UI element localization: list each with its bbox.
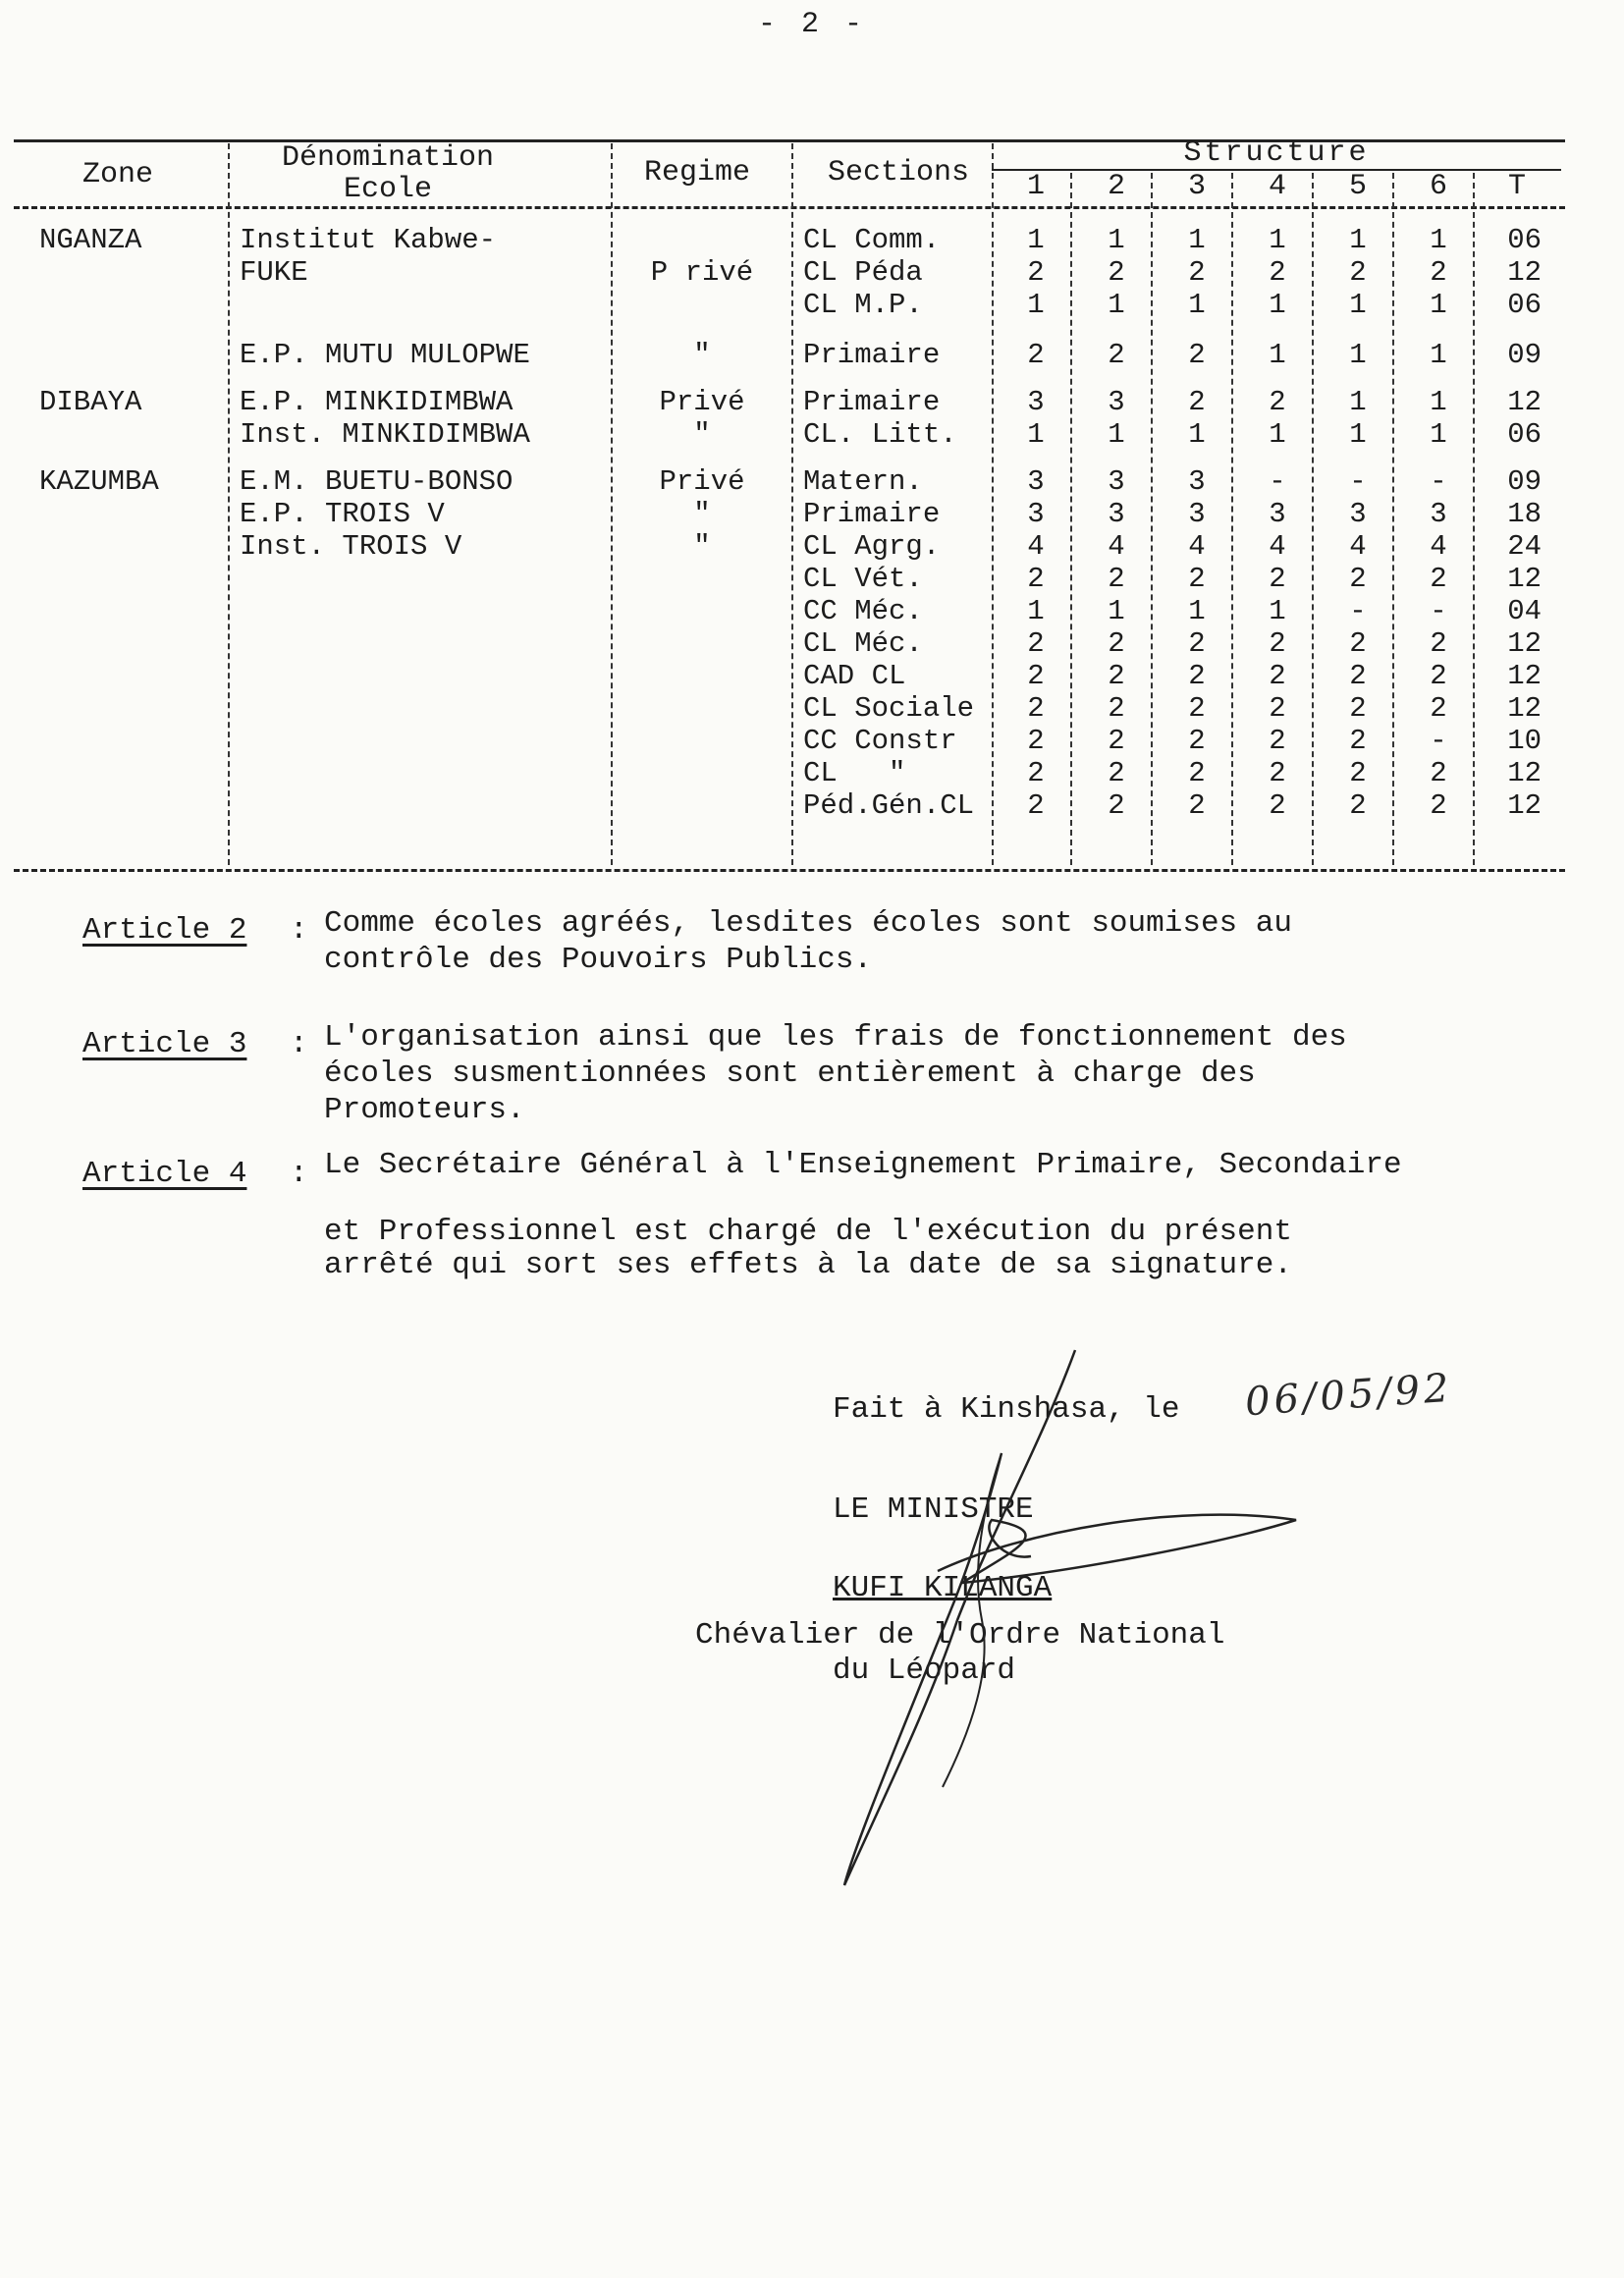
structure-year-3-cell: 2 <box>1188 563 1206 595</box>
structure-year-6-cell: 4 <box>1430 530 1447 563</box>
regime-cell: P rivé <box>650 256 754 289</box>
structure-year-6-cell: 2 <box>1430 789 1447 822</box>
structure-year-4-cell: 2 <box>1269 386 1286 418</box>
school-name-cell: E.P. MINKIDIMBWA <box>240 386 514 418</box>
structure-total-cell: 06 <box>1507 289 1542 321</box>
structure-year-5-cell: 1 <box>1349 224 1367 256</box>
structure-year-1-cell: 3 <box>1027 465 1045 498</box>
structure-year-4-cell: 2 <box>1269 757 1286 789</box>
article-colon: : <box>290 1157 308 1191</box>
structure-year-6-cell: 2 <box>1430 757 1447 789</box>
structure-total-cell: 10 <box>1507 725 1542 757</box>
section-cell: CL Agrg. <box>803 530 941 563</box>
structure-year-1-cell: 2 <box>1027 256 1045 289</box>
section-cell: Primaire <box>803 498 941 530</box>
regime-cell: " <box>693 498 711 530</box>
structure-year-1-cell: 2 <box>1027 757 1045 789</box>
article-3-label: Article 3 <box>82 1027 247 1061</box>
article-2-text: Comme écoles agréés, lesdites écoles sont soumises au contrôle des Pouvoirs Publics. <box>324 906 1292 977</box>
column-separator <box>791 143 793 865</box>
section-cell: CC Constr <box>803 725 957 757</box>
structure-total-cell: 12 <box>1507 692 1542 725</box>
structure-year-5-cell: 1 <box>1349 418 1367 451</box>
structure-year-3-cell: 2 <box>1188 692 1206 725</box>
school-name-cell: E.M. BUETU-BONSO <box>240 465 514 498</box>
structure-total-cell: 12 <box>1507 627 1542 660</box>
structure-year-5-cell: 1 <box>1349 339 1367 371</box>
structure-year-4-cell: 1 <box>1269 418 1286 451</box>
structure-year-4-cell: 2 <box>1269 660 1286 692</box>
regime-cell: " <box>693 418 711 451</box>
school-name-cell: E.P. MUTU MULOPWE <box>240 339 530 371</box>
honor-line-1: Chévalier de l'Ordre National <box>695 1618 1225 1653</box>
structure-year-2-cell: 2 <box>1108 789 1125 822</box>
structure-year-3-cell: 2 <box>1188 386 1206 418</box>
section-cell: CL Sociale <box>803 692 975 725</box>
structure-year-3-cell: 2 <box>1188 627 1206 660</box>
structure-year-1-cell: 1 <box>1027 224 1045 256</box>
structure-year-5-cell: 2 <box>1349 256 1367 289</box>
structure-column-separator <box>1070 173 1072 865</box>
structure-year-3-cell: 2 <box>1188 757 1206 789</box>
structure-year-2-cell: 2 <box>1108 692 1125 725</box>
structure-year-6-cell: 2 <box>1430 627 1447 660</box>
structure-year-5-cell: - <box>1349 595 1367 627</box>
structure-total-cell: 04 <box>1507 595 1542 627</box>
structure-year-2-cell: 2 <box>1108 757 1125 789</box>
structure-year-1-cell: 2 <box>1027 725 1045 757</box>
structure-year-5-cell: 2 <box>1349 725 1367 757</box>
article-colon: : <box>290 913 308 948</box>
structure-year-5-cell: 2 <box>1349 757 1367 789</box>
structure-year-2-cell: 4 <box>1108 530 1125 563</box>
year-header-1: 1 <box>1026 170 1045 203</box>
structure-year-2-cell: 3 <box>1108 498 1125 530</box>
structure-year-3-cell: 1 <box>1188 418 1206 451</box>
structure-year-2-cell: 2 <box>1108 256 1125 289</box>
structure-year-6-cell: - <box>1430 725 1447 757</box>
structure-year-6-cell: 3 <box>1430 498 1447 530</box>
structure-year-3-cell: 1 <box>1188 224 1206 256</box>
structure-total-cell: 06 <box>1507 418 1542 451</box>
structure-year-1-cell: 3 <box>1027 386 1045 418</box>
section-cell: CL Péda <box>803 256 923 289</box>
structure-year-4-cell: 4 <box>1269 530 1286 563</box>
structure-year-4-cell: 2 <box>1269 725 1286 757</box>
structure-year-5-cell: 2 <box>1349 789 1367 822</box>
school-name-cell: Institut Kabwe- <box>240 224 497 256</box>
structure-column-separator <box>1151 173 1153 865</box>
section-cell: Primaire <box>803 339 941 371</box>
structure-year-4-cell: 2 <box>1269 256 1286 289</box>
header-zone: Zone <box>81 158 153 191</box>
structure-year-1-cell: 4 <box>1027 530 1045 563</box>
article-colon: : <box>290 1027 308 1061</box>
structure-year-5-cell: 2 <box>1349 660 1367 692</box>
structure-year-2-cell: 1 <box>1108 418 1125 451</box>
structure-year-6-cell: 1 <box>1430 289 1447 321</box>
structure-year-1-cell: 1 <box>1027 418 1045 451</box>
section-cell: CL Méc. <box>803 627 923 660</box>
header-denomination-line1: Dénomination <box>281 141 495 175</box>
structure-year-3-cell: 1 <box>1188 595 1206 627</box>
structure-year-6-cell: 2 <box>1430 563 1447 595</box>
honor-line-2: du Léopard <box>833 1654 1016 1688</box>
structure-year-4-cell: 2 <box>1269 627 1286 660</box>
structure-year-3-cell: 4 <box>1188 530 1206 563</box>
structure-year-4-cell: 3 <box>1269 498 1286 530</box>
structure-total-cell: 09 <box>1507 339 1542 371</box>
structure-year-4-cell: 1 <box>1269 339 1286 371</box>
structure-total-cell: 18 <box>1507 498 1542 530</box>
structure-total-cell: 12 <box>1507 660 1542 692</box>
regime-cell: Privé <box>659 386 745 418</box>
article-4-label: Article 4 <box>82 1157 247 1191</box>
zone-cell: DIBAYA <box>39 386 142 418</box>
structure-year-6-cell: 1 <box>1430 224 1447 256</box>
structure-year-5-cell: 1 <box>1349 289 1367 321</box>
year-header-T: T <box>1507 170 1526 203</box>
structure-year-6-cell: - <box>1430 595 1447 627</box>
article-3-text: L'organisation ainsi que les frais de fonctionnement des écoles susmentionnées sont entièrement à charge des Promoteurs. <box>324 1020 1347 1127</box>
header-regime: Regime <box>643 156 751 190</box>
structure-year-2-cell: 2 <box>1108 563 1125 595</box>
structure-year-1-cell: 2 <box>1027 660 1045 692</box>
structure-year-3-cell: 2 <box>1188 256 1206 289</box>
section-cell: Péd.Gén.CL <box>803 789 975 822</box>
structure-year-4-cell: 1 <box>1269 289 1286 321</box>
header-sections: Sections <box>827 156 970 190</box>
column-separator <box>228 143 230 865</box>
structure-year-1-cell: 3 <box>1027 498 1045 530</box>
structure-year-6-cell: 1 <box>1430 418 1447 451</box>
year-header-5: 5 <box>1348 170 1367 203</box>
structure-year-4-cell: - <box>1269 465 1286 498</box>
structure-year-3-cell: 2 <box>1188 725 1206 757</box>
structure-year-3-cell: 3 <box>1188 465 1206 498</box>
structure-year-1-cell: 2 <box>1027 339 1045 371</box>
regime-cell: " <box>693 339 711 371</box>
structure-year-2-cell: 1 <box>1108 224 1125 256</box>
structure-year-1-cell: 2 <box>1027 692 1045 725</box>
header-structure: Structure <box>1183 136 1370 170</box>
school-name-cell: FUKE <box>240 256 308 289</box>
year-header-4: 4 <box>1268 170 1286 203</box>
structure-year-6-cell: 1 <box>1430 386 1447 418</box>
structure-column-separator <box>1312 173 1314 865</box>
structure-year-2-cell: 2 <box>1108 627 1125 660</box>
school-name-cell: Inst. MINKIDIMBWA <box>240 418 530 451</box>
section-cell: CC Méc. <box>803 595 923 627</box>
article-2-label: Article 2 <box>82 913 247 948</box>
structure-year-4-cell: 2 <box>1269 563 1286 595</box>
structure-total-cell: 12 <box>1507 789 1542 822</box>
structure-year-5-cell: 3 <box>1349 498 1367 530</box>
section-cell: CL " <box>803 757 906 789</box>
structure-total-cell: 12 <box>1507 386 1542 418</box>
section-cell: CL. Litt. <box>803 418 957 451</box>
structure-year-5-cell: 1 <box>1349 386 1367 418</box>
structure-total-cell: 12 <box>1507 563 1542 595</box>
structure-year-5-cell: 4 <box>1349 530 1367 563</box>
section-cell: CAD CL <box>803 660 906 692</box>
minister-title: LE MINISTRE <box>833 1492 1034 1527</box>
structure-total-cell: 24 <box>1507 530 1542 563</box>
structure-year-2-cell: 3 <box>1108 386 1125 418</box>
structure-year-6-cell: - <box>1430 465 1447 498</box>
structure-year-3-cell: 2 <box>1188 789 1206 822</box>
structure-year-5-cell: - <box>1349 465 1367 498</box>
structure-year-3-cell: 1 <box>1188 289 1206 321</box>
structure-column-separator <box>1231 173 1233 865</box>
structure-year-2-cell: 3 <box>1108 465 1125 498</box>
regime-cell: Privé <box>659 465 745 498</box>
table-header-rule <box>14 206 1565 209</box>
zone-cell: NGANZA <box>39 224 142 256</box>
structure-column-separator <box>1392 173 1394 865</box>
structure-year-2-cell: 2 <box>1108 339 1125 371</box>
article-4-text: Le Secrétaire Général à l'Enseignement Primaire, Secondaire et Professionnel est chargé de l'exécution du présent arrêté qui sort ses effets à la date de sa signature. <box>324 1148 1402 1282</box>
structure-year-1-cell: 1 <box>1027 289 1045 321</box>
minister-name: KUFI KILANGA <box>833 1571 1053 1605</box>
structure-year-6-cell: 1 <box>1430 339 1447 371</box>
section-cell: CL Vét. <box>803 563 923 595</box>
section-cell: Primaire <box>803 386 941 418</box>
section-cell: Matern. <box>803 465 923 498</box>
school-name-cell: Inst. TROIS V <box>240 530 462 563</box>
year-header-2: 2 <box>1107 170 1125 203</box>
year-header-6: 6 <box>1429 170 1447 203</box>
structure-total-cell: 12 <box>1507 256 1542 289</box>
structure-year-4-cell: 1 <box>1269 595 1286 627</box>
page-number: - 2 - <box>757 8 866 41</box>
structure-year-6-cell: 2 <box>1430 256 1447 289</box>
section-cell: CL Comm. <box>803 224 941 256</box>
table-bottom-rule <box>14 869 1565 872</box>
year-header-3: 3 <box>1187 170 1206 203</box>
structure-year-1-cell: 1 <box>1027 595 1045 627</box>
structure-year-1-cell: 2 <box>1027 627 1045 660</box>
structure-year-4-cell: 2 <box>1269 692 1286 725</box>
structure-total-cell: 09 <box>1507 465 1542 498</box>
structure-total-cell: 12 <box>1507 757 1542 789</box>
place-date-line: Fait à Kinshasa, le <box>833 1392 1180 1427</box>
structure-year-6-cell: 2 <box>1430 692 1447 725</box>
structure-year-4-cell: 2 <box>1269 789 1286 822</box>
structure-year-1-cell: 2 <box>1027 789 1045 822</box>
section-cell: CL M.P. <box>803 289 923 321</box>
structure-year-2-cell: 1 <box>1108 289 1125 321</box>
structure-year-3-cell: 2 <box>1188 660 1206 692</box>
zone-cell: KAZUMBA <box>39 465 159 498</box>
structure-year-5-cell: 2 <box>1349 627 1367 660</box>
structure-total-cell: 06 <box>1507 224 1542 256</box>
school-name-cell: E.P. TROIS V <box>240 498 445 530</box>
structure-year-2-cell: 2 <box>1108 725 1125 757</box>
structure-year-1-cell: 2 <box>1027 563 1045 595</box>
structure-year-2-cell: 1 <box>1108 595 1125 627</box>
header-denomination <box>236 142 540 205</box>
structure-year-3-cell: 3 <box>1188 498 1206 530</box>
structure-year-2-cell: 2 <box>1108 660 1125 692</box>
column-separator <box>992 143 994 865</box>
structure-year-3-cell: 2 <box>1188 339 1206 371</box>
structure-year-6-cell: 2 <box>1430 660 1447 692</box>
header-denomination-line2: Ecole <box>343 173 432 206</box>
structure-year-5-cell: 2 <box>1349 692 1367 725</box>
structure-year-5-cell: 2 <box>1349 563 1367 595</box>
structure-year-4-cell: 1 <box>1269 224 1286 256</box>
column-separator <box>611 143 613 865</box>
handwritten-date: 06/05/92 <box>1243 1365 1455 1426</box>
regime-cell: " <box>693 530 711 563</box>
